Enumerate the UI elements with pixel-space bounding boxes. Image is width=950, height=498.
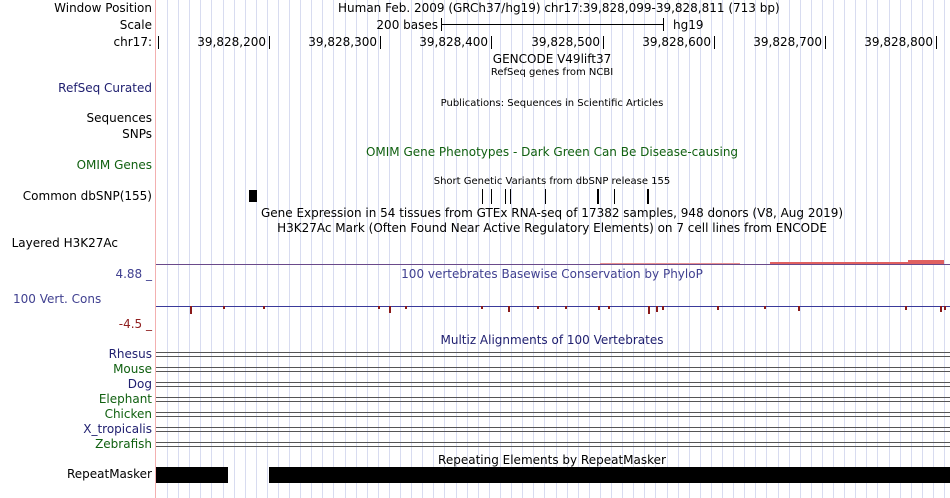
grid-line	[911, 0, 912, 498]
scale-bar-right-cap	[663, 18, 664, 31]
dbsnp-track-title[interactable]: Short Genetic Variants from dbSNP release 155	[433, 176, 671, 187]
phylop-bar	[798, 306, 800, 311]
multiz-track-title[interactable]: Multiz Alignments of 100 Vertebrates	[440, 333, 664, 347]
snp-mark[interactable]	[505, 189, 506, 204]
window-position-label: Window Position	[54, 1, 152, 15]
phylop-bar	[662, 306, 664, 310]
grid-line	[755, 0, 756, 498]
snp-mark[interactable]	[510, 189, 511, 204]
grid-line	[300, 0, 301, 498]
grid-line	[877, 0, 878, 498]
multiz-line	[156, 416, 950, 417]
multiz-line	[156, 401, 950, 402]
multiz-line	[156, 382, 950, 383]
ruler-tick	[936, 36, 937, 49]
ruler-tick	[714, 36, 715, 49]
ruler-label: 39,828,300	[308, 35, 377, 49]
grid-line	[367, 0, 368, 498]
omim-track-title[interactable]: OMIM Gene Phenotypes - Dark Green Can Be Disease-causing	[365, 145, 739, 159]
grid-line	[178, 0, 179, 498]
snp-mark[interactable]	[482, 189, 483, 204]
grid-line	[789, 0, 790, 498]
h3k27ac-baseline	[156, 264, 950, 265]
phylop-bar	[656, 306, 658, 312]
phylop-max-label: 4.88 _	[115, 267, 152, 281]
h3k27ac-signal	[908, 260, 944, 264]
grid-line	[822, 0, 823, 498]
ruler-label: 39,828,200	[197, 35, 266, 49]
phylop-zero-line	[156, 306, 950, 307]
grid-line	[234, 0, 235, 498]
multiz-species-label[interactable]: Elephant	[98, 392, 152, 406]
repeatmasker-track-label[interactable]: RepeatMasker	[66, 467, 152, 481]
multiz-line	[156, 352, 950, 353]
phylop-bar	[378, 306, 380, 309]
grid-line	[245, 0, 246, 498]
ruler-tick	[825, 36, 826, 49]
phylop-bar	[508, 306, 510, 312]
grid-line	[200, 0, 201, 498]
grid-line	[933, 0, 934, 498]
phylop-bar	[263, 306, 265, 309]
grid-line	[900, 0, 901, 498]
repeat-element[interactable]	[269, 467, 950, 483]
grid-line	[778, 0, 779, 498]
repeatmasker-track-title[interactable]: Repeating Elements by RepeatMasker	[438, 453, 666, 467]
phylop-min-label: -4.5 _	[118, 317, 152, 331]
snp-mark[interactable]	[647, 189, 649, 204]
scale-bar-text: 200 bases	[376, 18, 438, 32]
phylop-bar	[598, 306, 600, 310]
phylop-bar	[537, 306, 539, 309]
grid-line	[811, 0, 812, 498]
ruler-tick-start	[158, 36, 159, 49]
grid-line	[744, 0, 745, 498]
ruler-label: 39,828,800	[864, 35, 933, 49]
ruler-label: 39,828,700	[753, 35, 822, 49]
chrom-label: chr17:	[113, 35, 152, 49]
phylop-bar	[648, 306, 650, 314]
scale-label: Scale	[119, 18, 152, 32]
multiz-line	[156, 386, 950, 387]
grid-line	[400, 0, 401, 498]
multiz-line	[156, 446, 950, 447]
h3k27ac-track-label[interactable]: Layered H3K27Ac	[11, 236, 118, 250]
snp-mark[interactable]	[545, 189, 546, 204]
grid-line	[333, 0, 334, 498]
multiz-species-label[interactable]: Rhesus	[108, 347, 152, 361]
grid-line	[866, 0, 867, 498]
grid-line	[223, 0, 224, 498]
dbsnp-track-label[interactable]: Common dbSNP(155)	[22, 189, 152, 203]
grid-line	[766, 0, 767, 498]
scale-assembly: hg19	[673, 18, 704, 32]
grid-line	[855, 0, 856, 498]
grid-line	[211, 0, 212, 498]
phylop-bar	[389, 306, 391, 313]
snps-track-label[interactable]: SNPs	[122, 127, 152, 141]
ruler-label: 39,828,600	[642, 35, 711, 49]
ruler-label: 39,828,500	[531, 35, 600, 49]
ruler-label: 39,828,400	[419, 35, 488, 49]
snp-mark[interactable]	[491, 189, 492, 204]
multiz-line	[156, 367, 950, 368]
ruler-tick	[603, 36, 604, 49]
snp-mark[interactable]	[597, 189, 599, 204]
grid-line	[889, 0, 890, 498]
dbsnp-feature-box[interactable]	[249, 190, 257, 202]
grid-line	[722, 0, 723, 498]
grid-line	[189, 0, 190, 498]
phylop-bar	[717, 306, 719, 310]
label-separator	[155, 0, 156, 498]
refseq-track-title[interactable]: RefSeq genes from NCBI	[490, 67, 614, 78]
multiz-line	[156, 442, 950, 443]
phylop-bar	[481, 306, 483, 309]
grid-line	[322, 0, 323, 498]
phylop-bar	[905, 306, 907, 310]
grid-line	[944, 0, 945, 498]
phylop-bar	[764, 306, 766, 309]
gencode-track-title[interactable]: GENCODE V49lift37	[492, 52, 612, 66]
phylop-bar	[565, 306, 567, 309]
multiz-species-label[interactable]: Zebrafish	[95, 437, 152, 451]
multiz-species-label[interactable]: Dog	[127, 377, 152, 391]
multiz-line	[156, 431, 950, 432]
scale-bar-left-cap	[441, 18, 442, 31]
gtex-track-title[interactable]: Gene Expression in 54 tissues from GTEx RNA-seq of 17382 samples, 948 donors (V8, Aug 2019)	[260, 206, 844, 220]
grid-line	[844, 0, 845, 498]
phylop-bar	[190, 306, 192, 314]
repeat-element[interactable]	[156, 467, 228, 483]
grid-line	[389, 0, 390, 498]
multiz-line	[156, 356, 950, 357]
ruler-tick	[380, 36, 381, 49]
phylop-bar	[940, 306, 942, 312]
h3k27ac-signal	[770, 262, 910, 264]
grid-line	[345, 0, 346, 498]
window-position-value: Human Feb. 2009 (GRCh37/hg19) chr17:39,828,099-39,828,811 (713 bp)	[338, 1, 780, 15]
multiz-line	[156, 397, 950, 398]
snp-mark[interactable]	[614, 189, 615, 204]
phylop-bar	[608, 306, 610, 309]
phylop-bar	[223, 306, 225, 309]
grid-line	[289, 0, 290, 498]
grid-line	[278, 0, 279, 498]
grid-line	[800, 0, 801, 498]
scale-bar	[441, 24, 663, 25]
phylop-bar	[405, 306, 407, 309]
omim-track-label[interactable]: OMIM Genes	[76, 158, 152, 172]
grid-line	[711, 0, 712, 498]
ruler-tick	[269, 36, 270, 49]
publications-track-title[interactable]: Publications: Sequences in Scientific Articles	[440, 98, 664, 109]
ruler-tick	[491, 36, 492, 49]
grid-line	[922, 0, 923, 498]
h3k27ac-signal	[600, 263, 740, 264]
grid-line	[733, 0, 734, 498]
grid-line	[311, 0, 312, 498]
multiz-line	[156, 427, 950, 428]
multiz-line	[156, 371, 950, 372]
grid-line	[378, 0, 379, 498]
sequences-track-label[interactable]: Sequences	[86, 111, 152, 125]
multiz-species-label[interactable]: Chicken	[104, 407, 152, 421]
refseq-track-label[interactable]: RefSeq Curated	[58, 81, 152, 95]
multiz-species-label[interactable]: Mouse	[113, 362, 152, 376]
grid-line	[356, 0, 357, 498]
multiz-line	[156, 412, 950, 413]
grid-line	[833, 0, 834, 498]
grid-line	[267, 0, 268, 498]
multiz-species-label[interactable]: X_tropicalis	[83, 422, 152, 436]
phylop-bar	[944, 306, 946, 310]
h3k27ac-track-title[interactable]: H3K27Ac Mark (Often Found Near Active Regulatory Elements) on 7 cell lines from ENCODE	[277, 221, 827, 235]
grid-line	[256, 0, 257, 498]
phylop-track-title[interactable]: 100 vertebrates Basewise Conservation by PhyloP	[401, 267, 703, 281]
grid-line	[167, 0, 168, 498]
phylop-track-label[interactable]: 100 Vert. Cons	[13, 292, 102, 306]
